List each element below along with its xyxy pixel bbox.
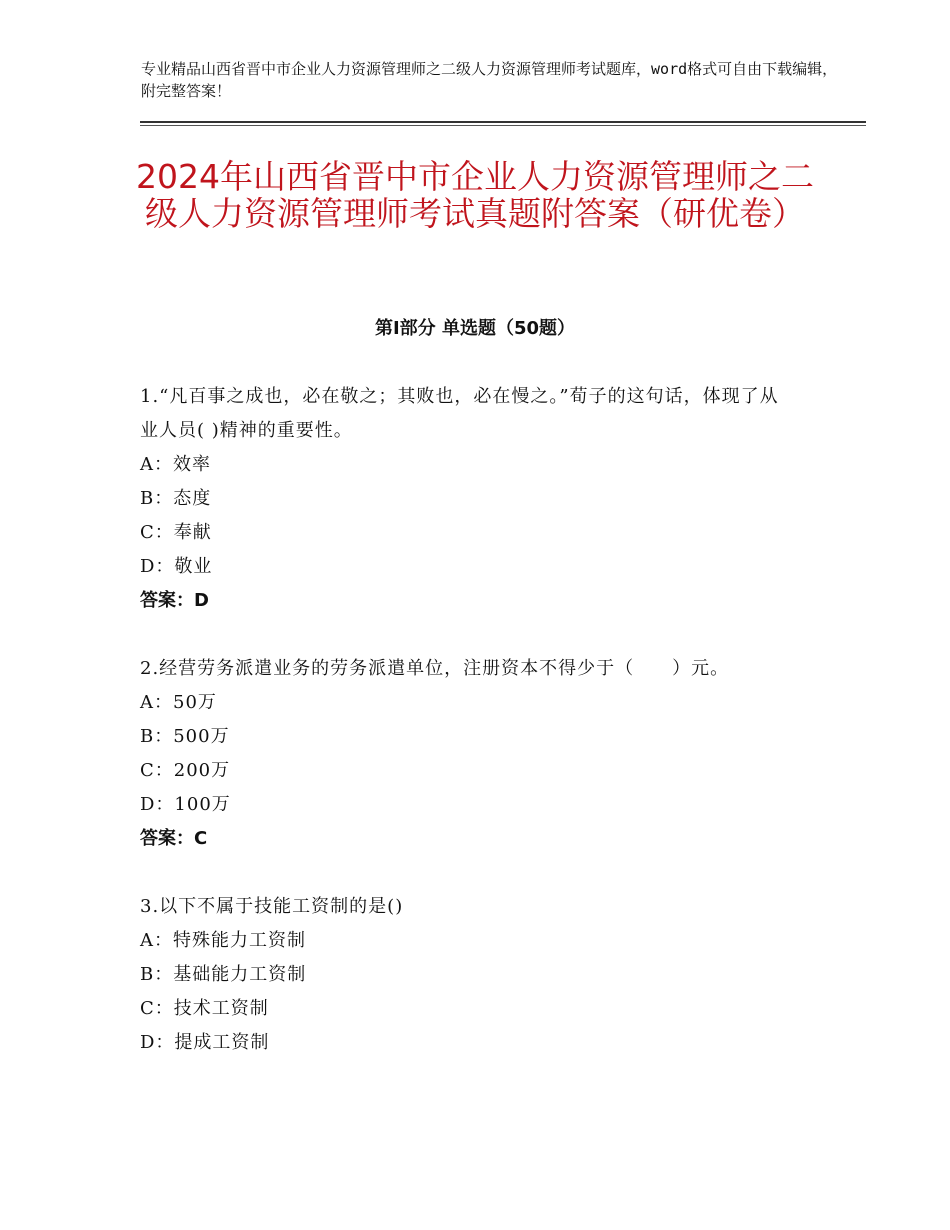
document-title: 2024年山西省晋中市企业人力资源管理师之二级人力资源管理师考试真题附答案（研优卷） bbox=[136, 157, 814, 233]
answer: 答案：C bbox=[140, 828, 208, 849]
header-note: 专业精品山西省晋中市企业人力资源管理师之二级人力资源管理师考试题库，word格式可自由下载编辑，附完整答案！ bbox=[141, 60, 838, 100]
option-d: D：100万 bbox=[140, 794, 231, 815]
option-d: D：敬业 bbox=[140, 556, 213, 577]
answer: 答案：D bbox=[140, 590, 209, 611]
question-2 bbox=[140, 652, 790, 856]
option-b: B：基础能力工资制 bbox=[140, 964, 307, 985]
question-list bbox=[140, 380, 790, 1094]
question-stem: 2.经营劳务派遣业务的劳务派遣单位，注册资本不得少于（ ）元。 bbox=[140, 658, 730, 679]
header-divider-thin bbox=[140, 125, 866, 126]
question-stem: 1.“凡百事之成也，必在敬之；其败也，必在慢之。”荀子的这句话，体现了从业人员( )精神的重要性。 bbox=[140, 386, 779, 441]
question-1 bbox=[140, 380, 790, 618]
option-d: D：提成工资制 bbox=[140, 1032, 270, 1053]
option-a: A：特殊能力工资制 bbox=[140, 930, 306, 951]
section-title: 第Ⅰ部分 单选题（50题） bbox=[374, 318, 575, 339]
option-c: C：奉献 bbox=[140, 522, 212, 543]
question-stem: 3.以下不属于技能工资制的是() bbox=[140, 896, 404, 917]
option-c: C：技术工资制 bbox=[140, 998, 269, 1019]
header-divider bbox=[140, 121, 866, 123]
option-a: A：效率 bbox=[140, 454, 211, 475]
option-b: B：态度 bbox=[140, 488, 212, 509]
option-a: A：50万 bbox=[140, 692, 217, 713]
option-c: C：200万 bbox=[140, 760, 231, 781]
option-b: B：500万 bbox=[140, 726, 230, 747]
question-3 bbox=[140, 890, 790, 1060]
